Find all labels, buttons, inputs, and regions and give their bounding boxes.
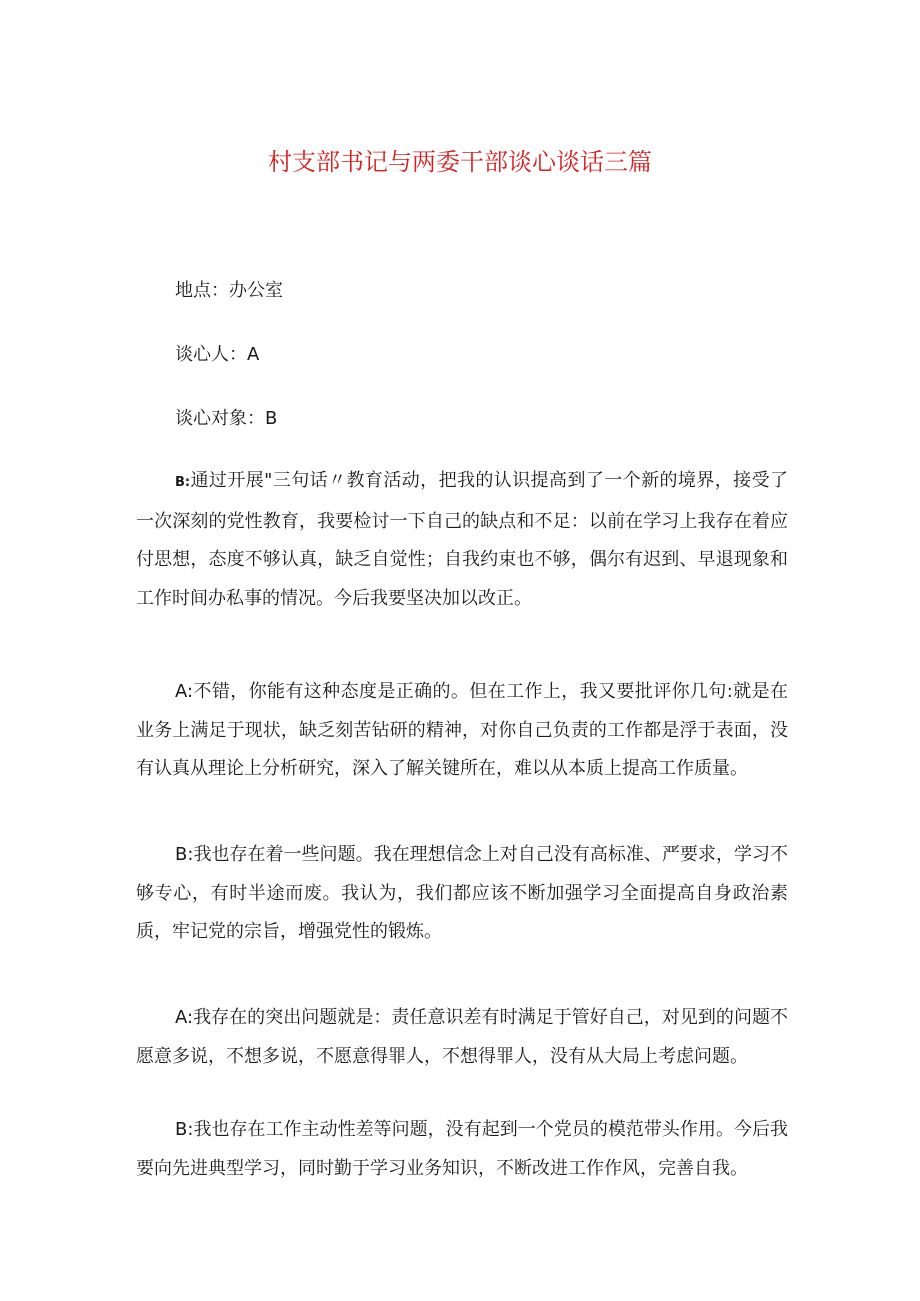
meta-place: 地点：办公室 bbox=[175, 280, 283, 301]
speaker-label: A: bbox=[175, 1007, 194, 1028]
meta-talker: 谈心人：A bbox=[175, 344, 260, 365]
speaker-label: B: bbox=[175, 1119, 194, 1140]
speaker-label: B: bbox=[175, 844, 194, 865]
paragraph-text: 通过开展"三句话〃教育活动，把我的认识提高到了一个新的境界，接受了一次深刻的党性教育，我要检讨一下自己的缺点和不足：以前在学习上我存在着应付思想，态度不够认真，缺乏自觉性；自我约束也不够，偶尔有迟到、早退现象和工作时间办私事的情况。今后我要坚决加以改正。 bbox=[136, 470, 788, 609]
dialogue-paragraph bbox=[136, 1111, 788, 1188]
paragraph-text: 不错，你能有这种态度是正确的。但在工作上，我又要批评你几句:就是在业务上满足于现状，缺乏刻苦钻研的精神，对你自己负责的工作都是浮于表面，没有认真从理论上分析研究，深入了解关键所在，难以从本质上提高工作质量。 bbox=[136, 681, 788, 779]
dialogue-paragraph bbox=[136, 673, 788, 789]
document-title: 村支部书记与两委干部谈心谈话三篇 bbox=[268, 148, 652, 176]
paragraph-text: 我也存在着一些问题。我在理想信念上对自己没有高标准、严要求，学习不够专心，有时半途而废。我认为，我们都应该不断加强学习全面提高自身政治素质，牢记党的宗旨，增强党性的锻炼。 bbox=[136, 844, 788, 942]
dialogue-paragraph bbox=[136, 462, 788, 618]
meta-target: 谈心对象：B bbox=[175, 408, 278, 429]
speaker-label: A: bbox=[175, 681, 194, 702]
paragraph-text: 我存在的突出问题就是：责任意识差有时满足于管好自己，对见到的问题不愿意多说，不想多说，不愿意得罪人，不想得罪人，没有从大局上考虑问题。 bbox=[136, 1007, 788, 1067]
dialogue-paragraph bbox=[136, 999, 788, 1076]
speaker-label: B: bbox=[175, 475, 191, 490]
paragraph-text: 我也存在工作主动性差等问题，没有起到一个党员的模范带头作用。今后我要向先进典型学习，同时勤于学习业务知识，不断改进工作作风，完善自我。 bbox=[136, 1119, 788, 1179]
dialogue-paragraph bbox=[136, 836, 788, 952]
